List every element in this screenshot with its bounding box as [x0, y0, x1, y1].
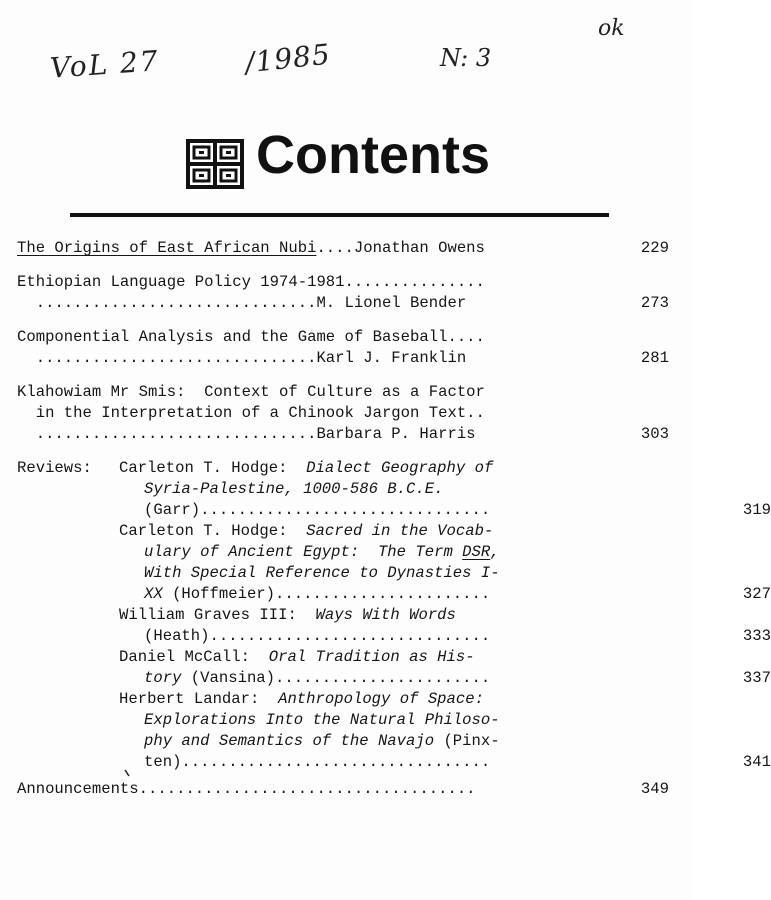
- review-reviewer: (Hoffmeier).......................: [162, 585, 491, 603]
- handwritten-year: /1985: [243, 37, 333, 80]
- review-title: Explorations Into the Natural Philoso-: [144, 711, 500, 729]
- title-rule: [70, 213, 609, 217]
- entry-line: ..............................M. Lionel Bender: [17, 294, 467, 312]
- page-title: Contents: [256, 125, 490, 185]
- page-number: 341: [742, 753, 771, 771]
- handwritten-ok: ok: [598, 16, 625, 41]
- entry-line: ..............................Barbara P. Harris: [17, 425, 476, 443]
- review-reviewer: ten).................................: [144, 753, 491, 771]
- announcements-line: Announcements....................................: [17, 780, 476, 798]
- review-title: ,: [490, 543, 500, 561]
- review-reviewer: (Vansina).......................: [181, 669, 491, 687]
- toc-entry: [17, 238, 677, 259]
- handwritten-volume: VoL 27: [48, 44, 161, 85]
- review-title-dsr: DSR: [462, 543, 491, 561]
- review-title: Sacred in the Vocab-: [306, 522, 494, 540]
- review-item: [119, 605, 771, 647]
- journal-logo-icon: [186, 139, 244, 189]
- review-author: Carleton T. Hodge:: [119, 522, 288, 540]
- page-number: 229: [640, 239, 669, 257]
- toc-entry: [17, 272, 677, 314]
- table-of-contents: [17, 238, 771, 800]
- review-title: Dialect Geography of: [306, 459, 494, 477]
- page-number: 273: [640, 294, 669, 312]
- review-title: tory: [144, 669, 182, 687]
- review-title: phy and Semantics of the Navajo: [144, 732, 435, 750]
- handwritten-number: N: 3: [440, 44, 492, 72]
- review-item: [119, 647, 771, 689]
- entry-line: [17, 238, 677, 259]
- review-item: [119, 521, 771, 605]
- review-author: William Graves III:: [119, 606, 297, 624]
- review-reviewer: (Heath)..............................: [144, 627, 491, 645]
- reviews-section: [17, 458, 771, 773]
- reviews-label: Reviews:: [17, 459, 92, 477]
- review-item: [119, 458, 771, 521]
- toc-entry: [17, 779, 677, 800]
- page-number: 333: [742, 627, 771, 645]
- entry-title-rest: ....Jonathan Owens: [316, 239, 485, 257]
- page-number: 327: [742, 585, 771, 603]
- entry-line: Componential Analysis and the Game of Baseball....: [17, 328, 485, 346]
- review-title: Anthropology of Space:: [278, 690, 484, 708]
- review-title: With Special Reference to Dynasties I-: [144, 564, 500, 582]
- toc-entry: [17, 327, 677, 369]
- entry-line: in the Interpretation of a Chinook Jargon Text..: [17, 404, 485, 422]
- review-title: ulary of Ancient Egypt: The Term: [144, 543, 463, 561]
- stray-mark-icon: [124, 770, 130, 777]
- page-number: 337: [742, 669, 771, 687]
- review-item: [119, 689, 771, 773]
- review-author: Carleton T. Hodge:: [119, 459, 288, 477]
- page-number: 281: [640, 349, 669, 367]
- review-title: XX: [144, 585, 163, 603]
- page-number: 349: [640, 780, 669, 798]
- page-number: 319: [742, 501, 771, 519]
- review-title: Ways With Words: [315, 606, 456, 624]
- review-author: Daniel McCall:: [119, 648, 251, 666]
- page-number: 303: [640, 425, 669, 443]
- review-title: Syria-Palestine, 1000-586 B.C.E.: [144, 480, 444, 498]
- review-reviewer: (Garr)...............................: [144, 501, 491, 519]
- review-author: Herbert Landar:: [119, 690, 260, 708]
- entry-line: Klahowiam Mr Smis: Context of Culture as a Factor: [17, 383, 485, 401]
- toc-entry: [17, 382, 677, 445]
- review-title-rest: (Pinx-: [434, 732, 500, 750]
- entry-title-underlined: The Origins of East African Nubi: [17, 239, 317, 257]
- entry-line: Ethiopian Language Policy 1974-1981...............: [17, 273, 485, 291]
- entry-line: ..............................Karl J. Franklin: [17, 349, 467, 367]
- review-title: Oral Tradition as His-: [268, 648, 475, 666]
